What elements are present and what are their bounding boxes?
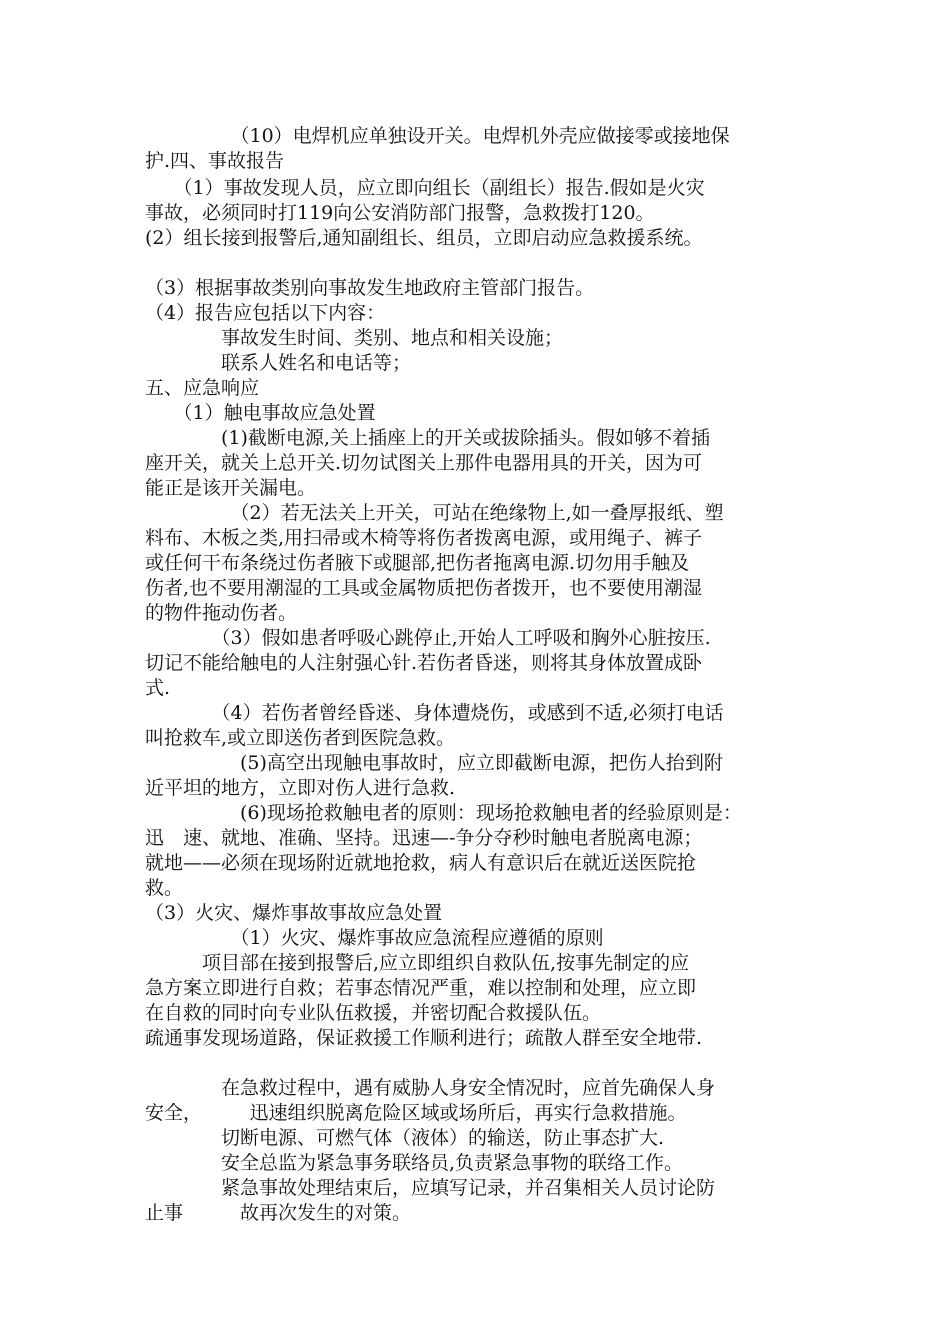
text-line: (5)高空出现触电事故时，应立即截断电源，把伤人抬到附	[145, 752, 723, 774]
text-line: 护.四、事故报告	[145, 150, 285, 172]
text-line: 迅 速、就地、准确、坚持。迅速—-争分夺秒时触电者脱离电源；	[145, 827, 703, 849]
text-line: 止事 故再次发生的对策。	[145, 1202, 412, 1224]
text-line: 疏通事发现场道路，保证救援工作顺利进行；疏散人群至安全地带.	[145, 1027, 703, 1049]
text-line: 切断电源、可燃气体（液体）的输送，防止事态扩大.	[145, 1127, 665, 1149]
text-line: （10）电焊机应单独设开关。电焊机外壳应做接零或接地保	[145, 125, 730, 147]
text-line: 联系人姓名和电话等；	[145, 352, 412, 374]
text-line: 就地——必须在现场附近就地抢救，病人有意识后在就近送医院抢	[145, 852, 697, 874]
text-line: (2）组长接到报警后,通知副组长、组员，立即启动应急救援系统。	[145, 227, 703, 249]
text-line: 安全， 迅速组织脱离危险区域或场所后，再实行急救措施。	[145, 1102, 687, 1124]
text-line: 项目部在接到报警后,应立即组织自救队伍,按事先制定的应	[145, 952, 690, 974]
text-line: (6)现场抢救触电者的原则：现场抢救触电者的经验原则是：	[145, 802, 742, 824]
text-line: 切记不能给触电的人注射强心针.若伤者昏迷，则将其身体放置成卧	[145, 652, 703, 674]
text-line: （1）事故发现人员，应立即向组长（副组长）报告.假如是火灾	[145, 177, 705, 199]
text-line: 座开关，就关上总开关.切勿试图关上那件电器用具的开关，因为可	[145, 452, 703, 474]
subsection-heading: （1）触电事故应急处置	[145, 402, 376, 424]
text-line: 急方案立即进行自救；若事态情况严重，难以控制和处理，应立即	[145, 977, 697, 999]
text-line: 在自救的同时向专业队伍救援，并密切配合救援队伍。	[145, 1002, 602, 1024]
text-line: （3）根据事故类别向事故发生地政府主管部门报告。	[145, 277, 595, 299]
text-line: 料布、木板之类,用扫帚或木椅等将伤者拨离电源，或用绳子、裤子	[145, 527, 703, 549]
text-line: 在急救过程中，遇有威胁人身安全情况时，应首先确保人身	[145, 1077, 716, 1099]
text-line: （3）假如患者呼吸心跳停止,开始人工呼吸和胸外心脏按压.	[145, 627, 711, 649]
text-line: 伤者,也不要用潮湿的工具或金属物质把伤者拨开，也不要使用潮湿	[145, 577, 703, 599]
text-line: （2）若无法关上开关，可站在绝缘物上,如一叠厚报纸、塑	[145, 502, 724, 524]
text-line: 安全总监为紧急事务联络员,负责紧急事物的联络工作。	[145, 1152, 684, 1174]
section-heading: 五、应急响应	[145, 377, 260, 399]
text-line: （4）报告应包括以下内容：	[145, 302, 386, 324]
text-line: （1）火灾、爆炸事故应急流程应遵循的原则	[145, 927, 604, 949]
text-line: 事故，必须同时打119向公安消防部门报警，急救拨打120。	[145, 202, 655, 224]
text-line: 近平坦的地方，立即对伤人进行急救.	[145, 777, 456, 799]
text-line: 事故发生时间、类别、地点和相关设施；	[145, 327, 564, 349]
text-line: 能正是该开关漏电。	[145, 477, 317, 499]
subsection-heading: （3）火灾、爆炸事故事故应急处置	[145, 902, 443, 924]
text-line: 式.	[145, 677, 171, 699]
text-line: 救。	[145, 877, 184, 899]
text-line: 叫抢救车,或立即送伤者到医院急救。	[145, 727, 456, 749]
text-line: （4）若伤者曾经昏迷、身体遭烧伤，或感到不适,必须打电话	[145, 702, 724, 724]
text-line: 紧急事故处理结束后，应填写记录，并召集相关人员讨论防	[145, 1177, 716, 1199]
text-line: 或任何干布条绕过伤者腋下或腿部,把伤者拖离电源.切勿用手触及	[145, 552, 690, 574]
text-line: 的物件拖动伤者。	[145, 602, 298, 624]
text-line: (1)截断电源,关上插座上的开关或拔除插头。假如够不着插	[145, 427, 710, 449]
